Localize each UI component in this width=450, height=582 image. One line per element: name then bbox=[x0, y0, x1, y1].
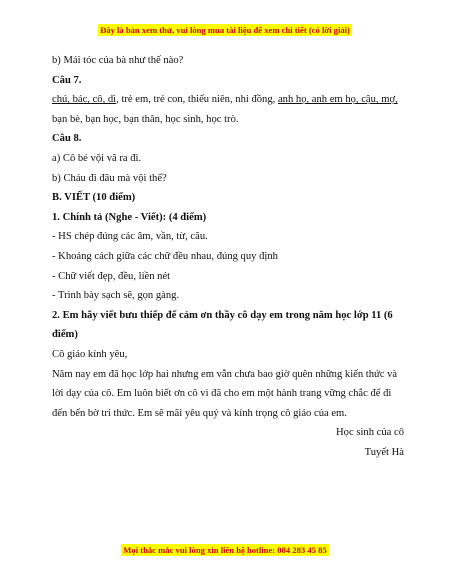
question-8b: b) Cháu đi đâu mà vội thế? bbox=[52, 172, 167, 184]
question-8-title: Câu 8. bbox=[52, 133, 82, 145]
question-7-title: Câu 7. bbox=[52, 74, 82, 86]
hotline-text: Mọi thắc mắc vui lòng xin liên hệ hotline: 084 283 45 85 bbox=[123, 545, 327, 555]
document-body bbox=[52, 51, 404, 462]
cousin-words-group: anh họ, anh em họ, cậu, mợ, bbox=[277, 94, 398, 106]
question-8a: a) Cô bé vội vã ra đi. bbox=[52, 152, 142, 164]
question-7-answer-line-2: bạn bè, bạn học, bạn thân, học sinh, học trò. bbox=[52, 113, 239, 125]
question-6b: b) Mái tóc của bà như thế nào? bbox=[52, 55, 184, 66]
dictation-criterion-3: - Chữ viết đẹp, đều, liền nét bbox=[52, 270, 171, 282]
postcard-body: Năm nay em đã học lớp hai nhưng em vẫn chưa bao giờ quên những kiến thức và lời dạy của cô. Em luôn biết ơn cô vì đã cho em một hành trang vững chắc để đi đến bến bờ tri thức. Em sẽ mãi yêu quý và kính trọng cô giáo của em. bbox=[52, 368, 398, 419]
preview-notice-banner bbox=[0, 25, 450, 35]
hotline-banner bbox=[0, 545, 450, 555]
children-words: , trẻ em, trẻ con, thiếu niên, nhi đồng, bbox=[116, 94, 278, 106]
postcard-task-heading: 2. Em hãy viết bưu thiếp để cảm ơn thầy cô dạy em trong năm học lớp 11 (6 điểm) bbox=[52, 309, 393, 341]
preview-notice-text: Đây là bản xem thử, vui lòng mua tài liệu để xem chi tiết (có lời giải) bbox=[100, 25, 350, 35]
part-b-heading: B. VIẾT (10 điểm) bbox=[52, 192, 136, 204]
postcard-greeting: Cô giáo kính yêu, bbox=[52, 348, 128, 360]
postcard-signature-name: Tuyết Hà bbox=[364, 446, 404, 458]
dictation-heading: 1. Chính tả (Nghe - Viết): (4 điểm) bbox=[52, 211, 207, 223]
dictation-criterion-1: - HS chép đúng các âm, vần, từ, câu. bbox=[52, 231, 208, 243]
question-7-answer-line-1 bbox=[52, 90, 404, 110]
dictation-criterion-2: - Khoảng cách giữa các chữ đều nhau, đúng quy định bbox=[52, 250, 278, 262]
relative-words-group: chú, bác, cô, dì bbox=[52, 94, 117, 106]
dictation-criterion-4: - Trình bày sạch sẽ, gọn gàng. bbox=[52, 290, 180, 302]
postcard-signature-line-1: Học sinh của cô bbox=[336, 427, 404, 439]
